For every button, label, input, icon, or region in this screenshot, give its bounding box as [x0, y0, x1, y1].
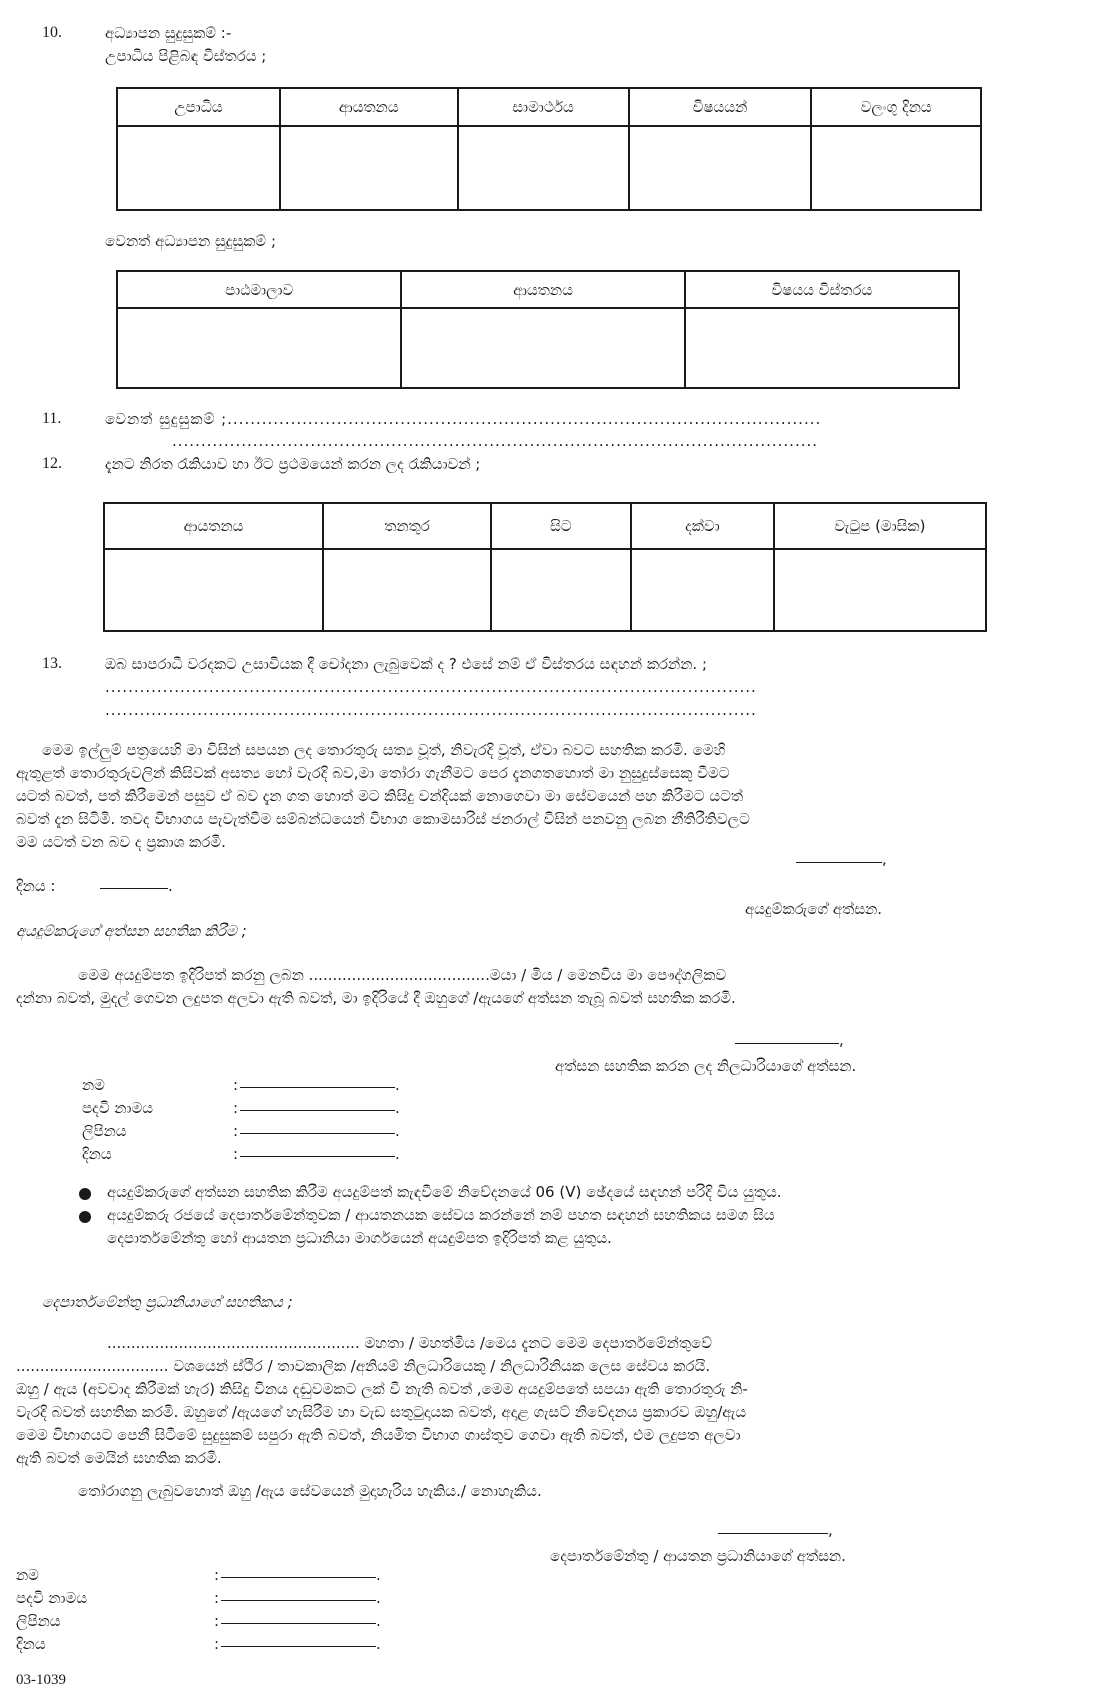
dept-cert-line-4: වැරදි බවත් සහතික කරමි. ඔහුගේ /ඇයගේ හැසිරීම හා වැඩ සතුටුදායක බවත්, අදාළ ගැසට් නිවේදනය ප්‍රකාරව ඔහු/ඇය [16, 1403, 747, 1421]
dept-head-address-label: ලිපිනය [16, 1612, 61, 1630]
officer-name-field[interactable] [240, 1087, 395, 1088]
dept-cert-line-1: ..................................................... මහතා / මහත්මිය /මෙය දැනට මෙම දෙපාර්තමේන්තුවේ [107, 1334, 712, 1352]
applicant-date-line[interactable] [100, 888, 168, 889]
department-head-certificate-title: දෙපාර්තමේන්තු ප්‍රධානියාගේ සහතිකය ; [42, 1293, 293, 1311]
other-qualifications-line[interactable]: වෙනත් සුදුසුකම් ;....................................................................................................... [105, 410, 822, 428]
degree-table [116, 87, 982, 211]
course-cell[interactable] [117, 308, 401, 388]
institute-header: ආයතනය [401, 271, 684, 308]
section-10-title: අධ්‍යාපන සුදුසුකම් :- [105, 24, 232, 42]
institute-header: ආයතනය [104, 503, 323, 549]
pass-cell[interactable] [458, 126, 629, 210]
dept-head-date-field[interactable] [221, 1646, 376, 1647]
bullet-icon [79, 1188, 91, 1200]
degree-header: උපාධිය [117, 88, 280, 126]
dept-cert-line-2: ................................ වශයෙන් ස්ථිර / තාවකාලික /අනියම් නිලධාරියෙකු / නිලධාරිනියක ලෙස සේවය කරයි. [16, 1357, 711, 1375]
other-education-title: වෙනත් අධ්‍යාපන සුදුසුකම් ; [105, 232, 276, 250]
declaration-line-1: මෙම ඉල්ලුම් පත්‍රයෙහි මා විසින් සපයන ලද තොරතුරු සත්‍ය වූත්, නිවැරදි වූත්, ඒවා බවට සහතික කරමි. මෙහි [42, 741, 726, 759]
section-10-number: 10. [42, 24, 62, 41]
position-header: තනතුර [323, 503, 491, 549]
employment-table [103, 502, 987, 632]
section-11-number: 11. [42, 410, 62, 427]
dept-head-signature-line[interactable] [718, 1533, 828, 1534]
other-education-table [116, 270, 960, 389]
monthly-salary-header: වැටුප (මාසික) [774, 503, 986, 549]
degree-cell[interactable] [117, 126, 280, 210]
dept-head-name-label: නම [16, 1566, 39, 1584]
section-13-number: 13. [42, 655, 62, 672]
applicant-signature-label: අයදුම්කරුගේ අත්සන. [745, 900, 883, 918]
date-label: දිනය : [16, 877, 56, 895]
dept-head-designation-field[interactable] [221, 1600, 376, 1601]
officer-name-label: නම [82, 1076, 105, 1094]
release-statement: තෝරාගනු ලැබුවහොත් ඔහු /ඇය සේවයෙන් මුදාහැරිය හැකිය./ නොහැකිය. [78, 1482, 542, 1500]
degree-details-label: උපාධිය පිළිබඳ විස්තරය ; [105, 47, 267, 65]
declaration-line-3: යටත් බවත්, පත් කිරීමෙන් පසුව ඒ බව දැන ගත හොත් මට කිසිදු වන්දියක් නොගෙවා මා සේවයෙන් පහ කිරීමට යටත් [16, 787, 744, 805]
declaration-line-4: බවත් දැන සිටිමි. තවද විභාගය පැවැත්වීම සම්බන්ධයෙන් විභාග කොමසාරිස් ජනරාල් විසින් පනවනු ලබන නීතිරීතිවලට [16, 810, 750, 828]
from-header: සිට [491, 503, 631, 549]
from-cell[interactable] [491, 549, 631, 631]
dept-cert-line-3: ඔහු / ඇය (අවවාද කිරීමක් හැර) කිසිදු විනය දඬුවමකට ලක් වී නැති බවත් ,මෙම අයදුම්පතේ සපයා ඇති තොරතුරු නි- [16, 1380, 748, 1398]
course-header: පාඨමාලාව [117, 271, 401, 308]
dept-cert-line-6: ඇති බවත් මෙයින් සහතික කරමි. [16, 1449, 222, 1467]
subjects-header: විෂයයන් [629, 88, 812, 126]
pass-header: සාමාර්ථය [458, 88, 629, 126]
certification-line-1: මෙම අයදුම්පත ඉදිරිපත් කරනු ලබන ......................................මයා / මිය / මෙනවිය මා පෞද්ගලිකව [78, 966, 727, 984]
dept-head-address-field[interactable] [221, 1623, 376, 1624]
signature-certification-title: අයදුම්කරුගේ අත්සන සහතික කිරීම ; [16, 922, 247, 940]
subject-details-header: විෂයය විස්තරය [685, 271, 959, 308]
criminal-details-line-2[interactable]: ................................................................................................................. [105, 701, 757, 719]
certification-line-2: දන්නා බවත්, මුදල් ගෙවන ලදුපත අලවා ඇති බවත්, මා ඉදිරියේ දී ඔහුගේ /ඇයගේ අත්සන තැබූ බවත් සහතික කරමි. [16, 989, 736, 1007]
officer-date-field[interactable] [240, 1156, 395, 1157]
dept-head-name-field[interactable] [221, 1577, 376, 1578]
note-2-line-2: දෙපාර්තමේන්තු හෝ ආයතන ප්‍රධානියා මාර්ගයෙන් අයදුම්පත ඉදිරිපත් කළ යුතුය. [107, 1229, 612, 1247]
salary-cell[interactable] [774, 549, 986, 631]
officer-signature-label: අත්සන සහතික කරන ලද නිලධාරියාගේ අත්සන. [555, 1057, 857, 1075]
employment-title: දැනට නිරත රැකියාව හා ඊට ප්‍රථමයෙන් කරන ලද රැකියාවන් ; [105, 455, 481, 473]
institute-header: ආයතනය [280, 88, 458, 126]
dept-head-designation-label: පදවි නාමය [16, 1589, 88, 1607]
section-12-number: 12. [42, 455, 62, 472]
to-cell[interactable] [631, 549, 774, 631]
institute-cell[interactable] [280, 126, 458, 210]
bullet-icon [79, 1211, 91, 1223]
note-1: අයදුම්කරුගේ අත්සන සහතික කිරීම අයදුම්පත් කැඳවීමේ නිවේදනයේ 06 (V) ඡේදයේ සඳහන් පරිදි විය යුතුය. [107, 1183, 782, 1201]
officer-address-label: ලිපිනය [82, 1122, 127, 1140]
criminal-details-line-1[interactable]: ................................................................................................................. [105, 678, 757, 696]
valid-date-header: වලංගු දිනය [811, 88, 981, 126]
officer-signature-line[interactable] [735, 1043, 839, 1044]
officer-designation-field[interactable] [240, 1110, 395, 1111]
valid-date-cell[interactable] [811, 126, 981, 210]
footer-code: 03-1039 [16, 1672, 66, 1688]
dept-head-date-label: දිනය [16, 1635, 46, 1653]
officer-address-field[interactable] [240, 1133, 395, 1134]
to-header: දක්වා [631, 503, 774, 549]
other-qualifications-line-2[interactable]: ................................................................................................................ [172, 432, 819, 450]
position-cell[interactable] [323, 549, 491, 631]
declaration-line-5: මම යටත් වන බව ද ප්‍රකාශ කරමි. [16, 833, 226, 851]
criminal-charge-question: ඔබ සාපරාධී වරදකට උසාවියක දී චෝදනා ලැබුවෙක් ද ? එසේ නම් ඒ විස්තරය සඳහන් කරන්න. ; [105, 655, 708, 673]
subject-details-cell[interactable] [685, 308, 959, 388]
institute-cell[interactable] [104, 549, 323, 631]
applicant-signature-line[interactable] [796, 862, 882, 863]
institute-cell[interactable] [401, 308, 684, 388]
note-2-line-1: අයදුම්කරු රජයේ දෙපාර්තමේන්තුවක / ආයතනයක සේවය කරන්නේ නම් පහත සඳහන් සහතිකය සමග සිය [107, 1206, 775, 1224]
subjects-cell[interactable] [629, 126, 812, 210]
dept-cert-line-5: මෙම විභාගයට පෙනී සිටීමේ සුදුසුකම් සපුරා ඇති බවත්, නියමිත විභාග ගාස්තුව ගෙවා ඇති බවත්, එම ලදුපත අලවා [16, 1426, 741, 1444]
declaration-line-2: ඇතුළත් තොරතුරුවලින් කිසිවක් අසත්‍ය හෝ වැරදි බව,මා තෝරා ගැනීමට පෙර දැනගතහොත් මා නුසුදුස්සෙකු වීමට [16, 764, 730, 782]
dept-head-signature-label: දෙපාර්තමේන්තු / ආයතන ප්‍රධානියාගේ අත්සන. [550, 1547, 846, 1565]
officer-designation-label: පදවි නාමය [82, 1099, 154, 1117]
officer-date-label: දිනය [82, 1145, 112, 1163]
